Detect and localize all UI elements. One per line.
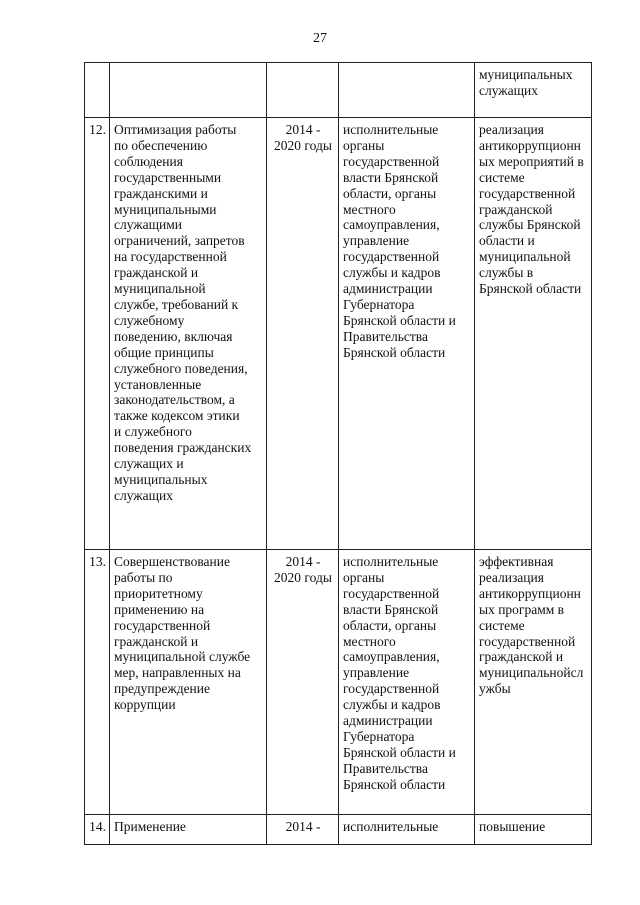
cell-line: государственной: [114, 617, 211, 633]
table-row: [85, 63, 592, 118]
result-cell: [475, 550, 592, 815]
cell-line: коррупции: [114, 697, 176, 713]
cell-line: предупреждение: [114, 681, 211, 697]
cell-line: государственной: [479, 185, 576, 201]
cell-line: службы и кадров: [343, 265, 441, 281]
cell-line: области, органы: [343, 185, 437, 201]
cell-line: исполнительные: [343, 122, 439, 137]
cell-line: гражданскими и: [114, 185, 208, 201]
cell-line: службы Брянской: [479, 217, 581, 233]
cell-line: ых программ в: [479, 601, 565, 617]
cell-line: антикоррупционн: [479, 585, 581, 601]
result-cell: [475, 118, 592, 550]
cell-line: применению на: [114, 601, 205, 617]
cell-line: Правительства: [343, 760, 428, 776]
cell-line: Совершенствование: [114, 554, 230, 569]
cell-line: также кодексом этики: [114, 408, 240, 424]
cell-line: работы по: [114, 569, 173, 585]
cell-line: службе, требований к: [114, 296, 239, 312]
cell-line: гражданской и: [114, 265, 199, 281]
cell-line: государственной: [479, 633, 576, 649]
result-cell: [475, 815, 592, 845]
period-cell: [267, 118, 339, 550]
cell-line: 2014 -: [285, 819, 321, 834]
cell-line: 2014 -: [285, 554, 321, 569]
cell-line: ограничений, запретов: [114, 233, 245, 249]
cell-line: государственной: [343, 153, 440, 169]
cell-line: антикоррупционн: [479, 137, 581, 153]
measure-cell: [110, 550, 267, 815]
cell-line: Губернатора: [343, 296, 415, 312]
cell-line: исполнительные: [343, 554, 439, 569]
cell-line: 2020 годы: [274, 569, 332, 585]
cell-line: служебного поведения,: [114, 360, 248, 376]
cell-line: мер, направленных на: [114, 665, 241, 681]
table-row: [85, 550, 592, 815]
cell-line: поведения гражданских: [114, 440, 252, 456]
cell-line: службы и кадров: [343, 697, 441, 713]
cell-line: исполнительные: [343, 819, 439, 834]
row-number: [85, 63, 110, 118]
cell-line: служащими: [114, 217, 183, 233]
result-cell: [475, 63, 592, 118]
measures-table: [84, 62, 592, 845]
cell-line: власти Брянской: [343, 169, 439, 185]
cell-line: муниципальными: [114, 201, 217, 217]
cell-line: законодательством, а: [114, 392, 235, 408]
cell-line: системе: [479, 169, 525, 185]
cell-line: муниципальной: [479, 249, 571, 265]
cell-line: муниципальных: [479, 67, 573, 82]
period-cell: [267, 815, 339, 845]
row-number: 14.: [85, 815, 110, 845]
measure-cell: [110, 63, 267, 118]
cell-line: Брянской области: [343, 776, 446, 792]
row-number: 13.: [85, 550, 110, 815]
cell-line: реализация: [479, 569, 544, 585]
cell-line: реализация: [479, 122, 544, 137]
period-cell: [267, 63, 339, 118]
table-row: [85, 815, 592, 845]
cell-line: гражданской и: [114, 633, 199, 649]
cell-line: местного: [343, 201, 396, 217]
cell-line: государственными: [114, 169, 222, 185]
cell-line: муниципальной службе: [114, 649, 251, 665]
cell-line: муниципальнойсл: [479, 665, 584, 681]
cell-line: государственной: [343, 585, 440, 601]
table-row: [85, 118, 592, 550]
cell-line: власти Брянской: [343, 601, 439, 617]
cell-line: органы: [343, 137, 385, 153]
cell-line: повышение: [479, 819, 546, 834]
executors-cell: [339, 815, 475, 845]
cell-line: муниципальной: [114, 281, 206, 297]
cell-line: области, органы: [343, 617, 437, 633]
cell-line: органы: [343, 569, 385, 585]
measure-cell: [110, 118, 267, 550]
cell-line: установленные: [114, 376, 202, 392]
cell-line: Брянской области и: [343, 744, 456, 760]
cell-line: Губернатора: [343, 728, 415, 744]
cell-line: гражданской: [479, 201, 553, 217]
executors-cell: [339, 550, 475, 815]
cell-line: служащих и: [114, 456, 184, 472]
cell-line: Применение: [114, 819, 186, 834]
cell-line: администрации: [343, 281, 433, 297]
cell-line: ых мероприятий в: [479, 153, 584, 169]
cell-line: эффективная: [479, 554, 554, 569]
cell-line: на государственной: [114, 249, 227, 265]
cell-line: самоуправления,: [343, 649, 440, 665]
cell-line: области и: [479, 233, 535, 249]
cell-line: служащих: [479, 82, 538, 98]
period-cell: [267, 550, 339, 815]
cell-line: по обеспечению: [114, 137, 208, 153]
cell-line: управление: [343, 665, 410, 681]
cell-line: системе: [479, 617, 525, 633]
cell-line: управление: [343, 233, 410, 249]
cell-line: приоритетному: [114, 585, 203, 601]
executors-cell: [339, 63, 475, 118]
table-body: [85, 63, 592, 845]
cell-line: Брянской области: [343, 344, 446, 360]
cell-line: 2020 годы: [274, 137, 332, 153]
cell-line: ужбы: [479, 681, 511, 697]
cell-line: поведению, включая: [114, 328, 233, 344]
cell-line: службы в: [479, 265, 534, 281]
cell-line: служащих: [114, 487, 173, 503]
cell-line: Правительства: [343, 328, 428, 344]
cell-line: 2014 -: [285, 122, 321, 137]
cell-line: и служебного: [114, 424, 192, 440]
cell-line: соблюдения: [114, 153, 183, 169]
cell-line: Оптимизация работы: [114, 122, 237, 137]
page-number: 27: [313, 31, 327, 46]
cell-line: гражданской и: [479, 649, 564, 665]
cell-line: служебному: [114, 312, 185, 328]
cell-line: самоуправления,: [343, 217, 440, 233]
cell-line: местного: [343, 633, 396, 649]
cell-line: Брянской области и: [343, 312, 456, 328]
cell-line: государственной: [343, 681, 440, 697]
cell-line: государственной: [343, 249, 440, 265]
cell-line: муниципальных: [114, 471, 208, 487]
cell-line: администрации: [343, 713, 433, 729]
cell-line: Брянской области: [479, 281, 582, 297]
row-number: 12.: [85, 118, 110, 550]
executors-cell: [339, 118, 475, 550]
cell-line: общие принципы: [114, 344, 214, 360]
measure-cell: [110, 815, 267, 845]
